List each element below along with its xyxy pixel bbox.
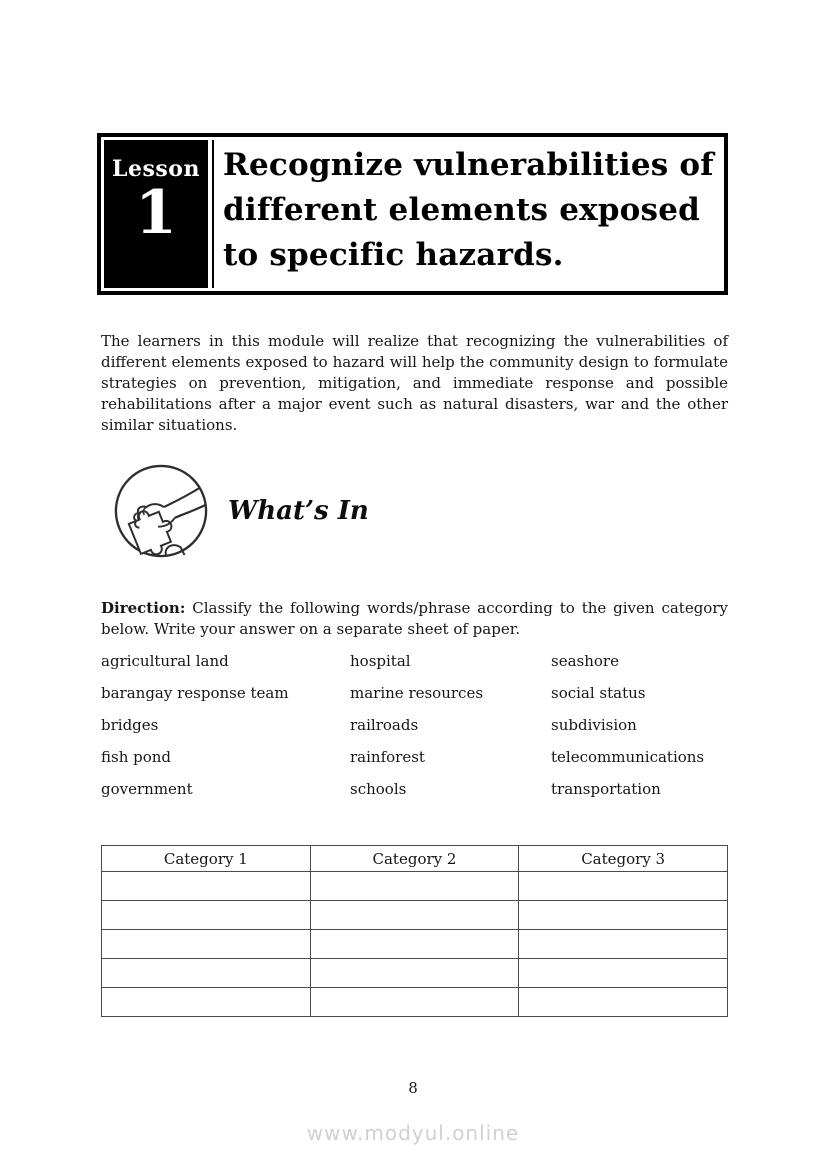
table-empty-cell xyxy=(102,959,311,988)
table-empty-cell xyxy=(519,959,728,988)
word-item: bridges xyxy=(101,716,159,734)
table-body xyxy=(102,872,728,1017)
table-header-cell-category-3: Category 3 xyxy=(519,846,728,872)
table-header-cell-category-1: Category 1 xyxy=(102,846,311,872)
word-list xyxy=(101,652,728,812)
lesson-label: Lesson xyxy=(112,156,200,182)
table-empty-cell xyxy=(519,872,728,901)
direction-paragraph xyxy=(101,598,728,640)
table-empty-cell xyxy=(519,988,728,1017)
lesson-title-line-1: Recognize vulnerabilities of xyxy=(223,147,714,183)
word-column-1 xyxy=(101,652,350,812)
table-empty-row xyxy=(102,872,728,901)
direction-label: Direction: xyxy=(101,599,186,617)
table-empty-cell xyxy=(310,930,519,959)
word-column-2 xyxy=(350,652,551,812)
table-empty-cell xyxy=(310,872,519,901)
table-empty-cell xyxy=(102,901,311,930)
word-item: social status xyxy=(551,684,646,702)
table-empty-row xyxy=(102,930,728,959)
word-item: seashore xyxy=(551,652,619,670)
table-header-row xyxy=(102,846,728,872)
table-empty-cell xyxy=(519,901,728,930)
word-item: fish pond xyxy=(101,748,172,766)
direction-text: Classify the following words/phrase according to the given category below. Write your answer on a separate sheet of paper. xyxy=(101,599,728,638)
word-item: agricultural land xyxy=(101,652,229,670)
word-item: telecommunications xyxy=(551,748,705,766)
lesson-number-box xyxy=(104,140,208,288)
table-empty-cell xyxy=(102,988,311,1017)
word-item: barangay response team xyxy=(101,684,289,702)
whats-in-heading: What’s In xyxy=(228,496,369,526)
table-empty-row xyxy=(102,901,728,930)
lesson-title-line-2: different elements exposed xyxy=(223,192,701,228)
word-item: government xyxy=(101,780,193,798)
word-item: rainforest xyxy=(350,748,425,766)
classification-table xyxy=(101,845,728,1017)
word-item: marine resources xyxy=(350,684,484,702)
word-item: subdivision xyxy=(551,716,637,734)
word-item: transportation xyxy=(551,780,661,798)
table-empty-cell xyxy=(102,930,311,959)
watermark: www.modyul.online xyxy=(306,1121,520,1145)
table-empty-cell xyxy=(519,930,728,959)
word-item: hospital xyxy=(350,652,411,670)
lesson-title xyxy=(212,140,721,288)
table-empty-row xyxy=(102,959,728,988)
intro-paragraph: The learners in this module will realize that recognizing the vulnerabilities of different elements exposed to hazard will help the community design to formulate strategies on prevention, mitigation, and immediate response and possible rehabilitations after a major event such as natural disasters, war and the other similar situations. xyxy=(101,332,728,434)
page-number: 8 xyxy=(408,1079,418,1097)
lesson-number: 1 xyxy=(135,178,177,248)
hand-puzzle-icon xyxy=(112,462,210,560)
lesson-title-line-3: to specific hazards. xyxy=(223,237,564,273)
table-empty-cell xyxy=(310,901,519,930)
table-empty-cell xyxy=(102,872,311,901)
word-column-3 xyxy=(551,652,728,812)
word-item: railroads xyxy=(350,716,419,734)
hand-puzzle-icon-svg xyxy=(112,462,210,560)
table-empty-cell xyxy=(310,988,519,1017)
table-empty-row xyxy=(102,988,728,1017)
table-header-cell-category-2: Category 2 xyxy=(310,846,519,872)
table-empty-cell xyxy=(310,959,519,988)
lesson-header xyxy=(97,133,728,295)
word-item: schools xyxy=(350,780,407,798)
